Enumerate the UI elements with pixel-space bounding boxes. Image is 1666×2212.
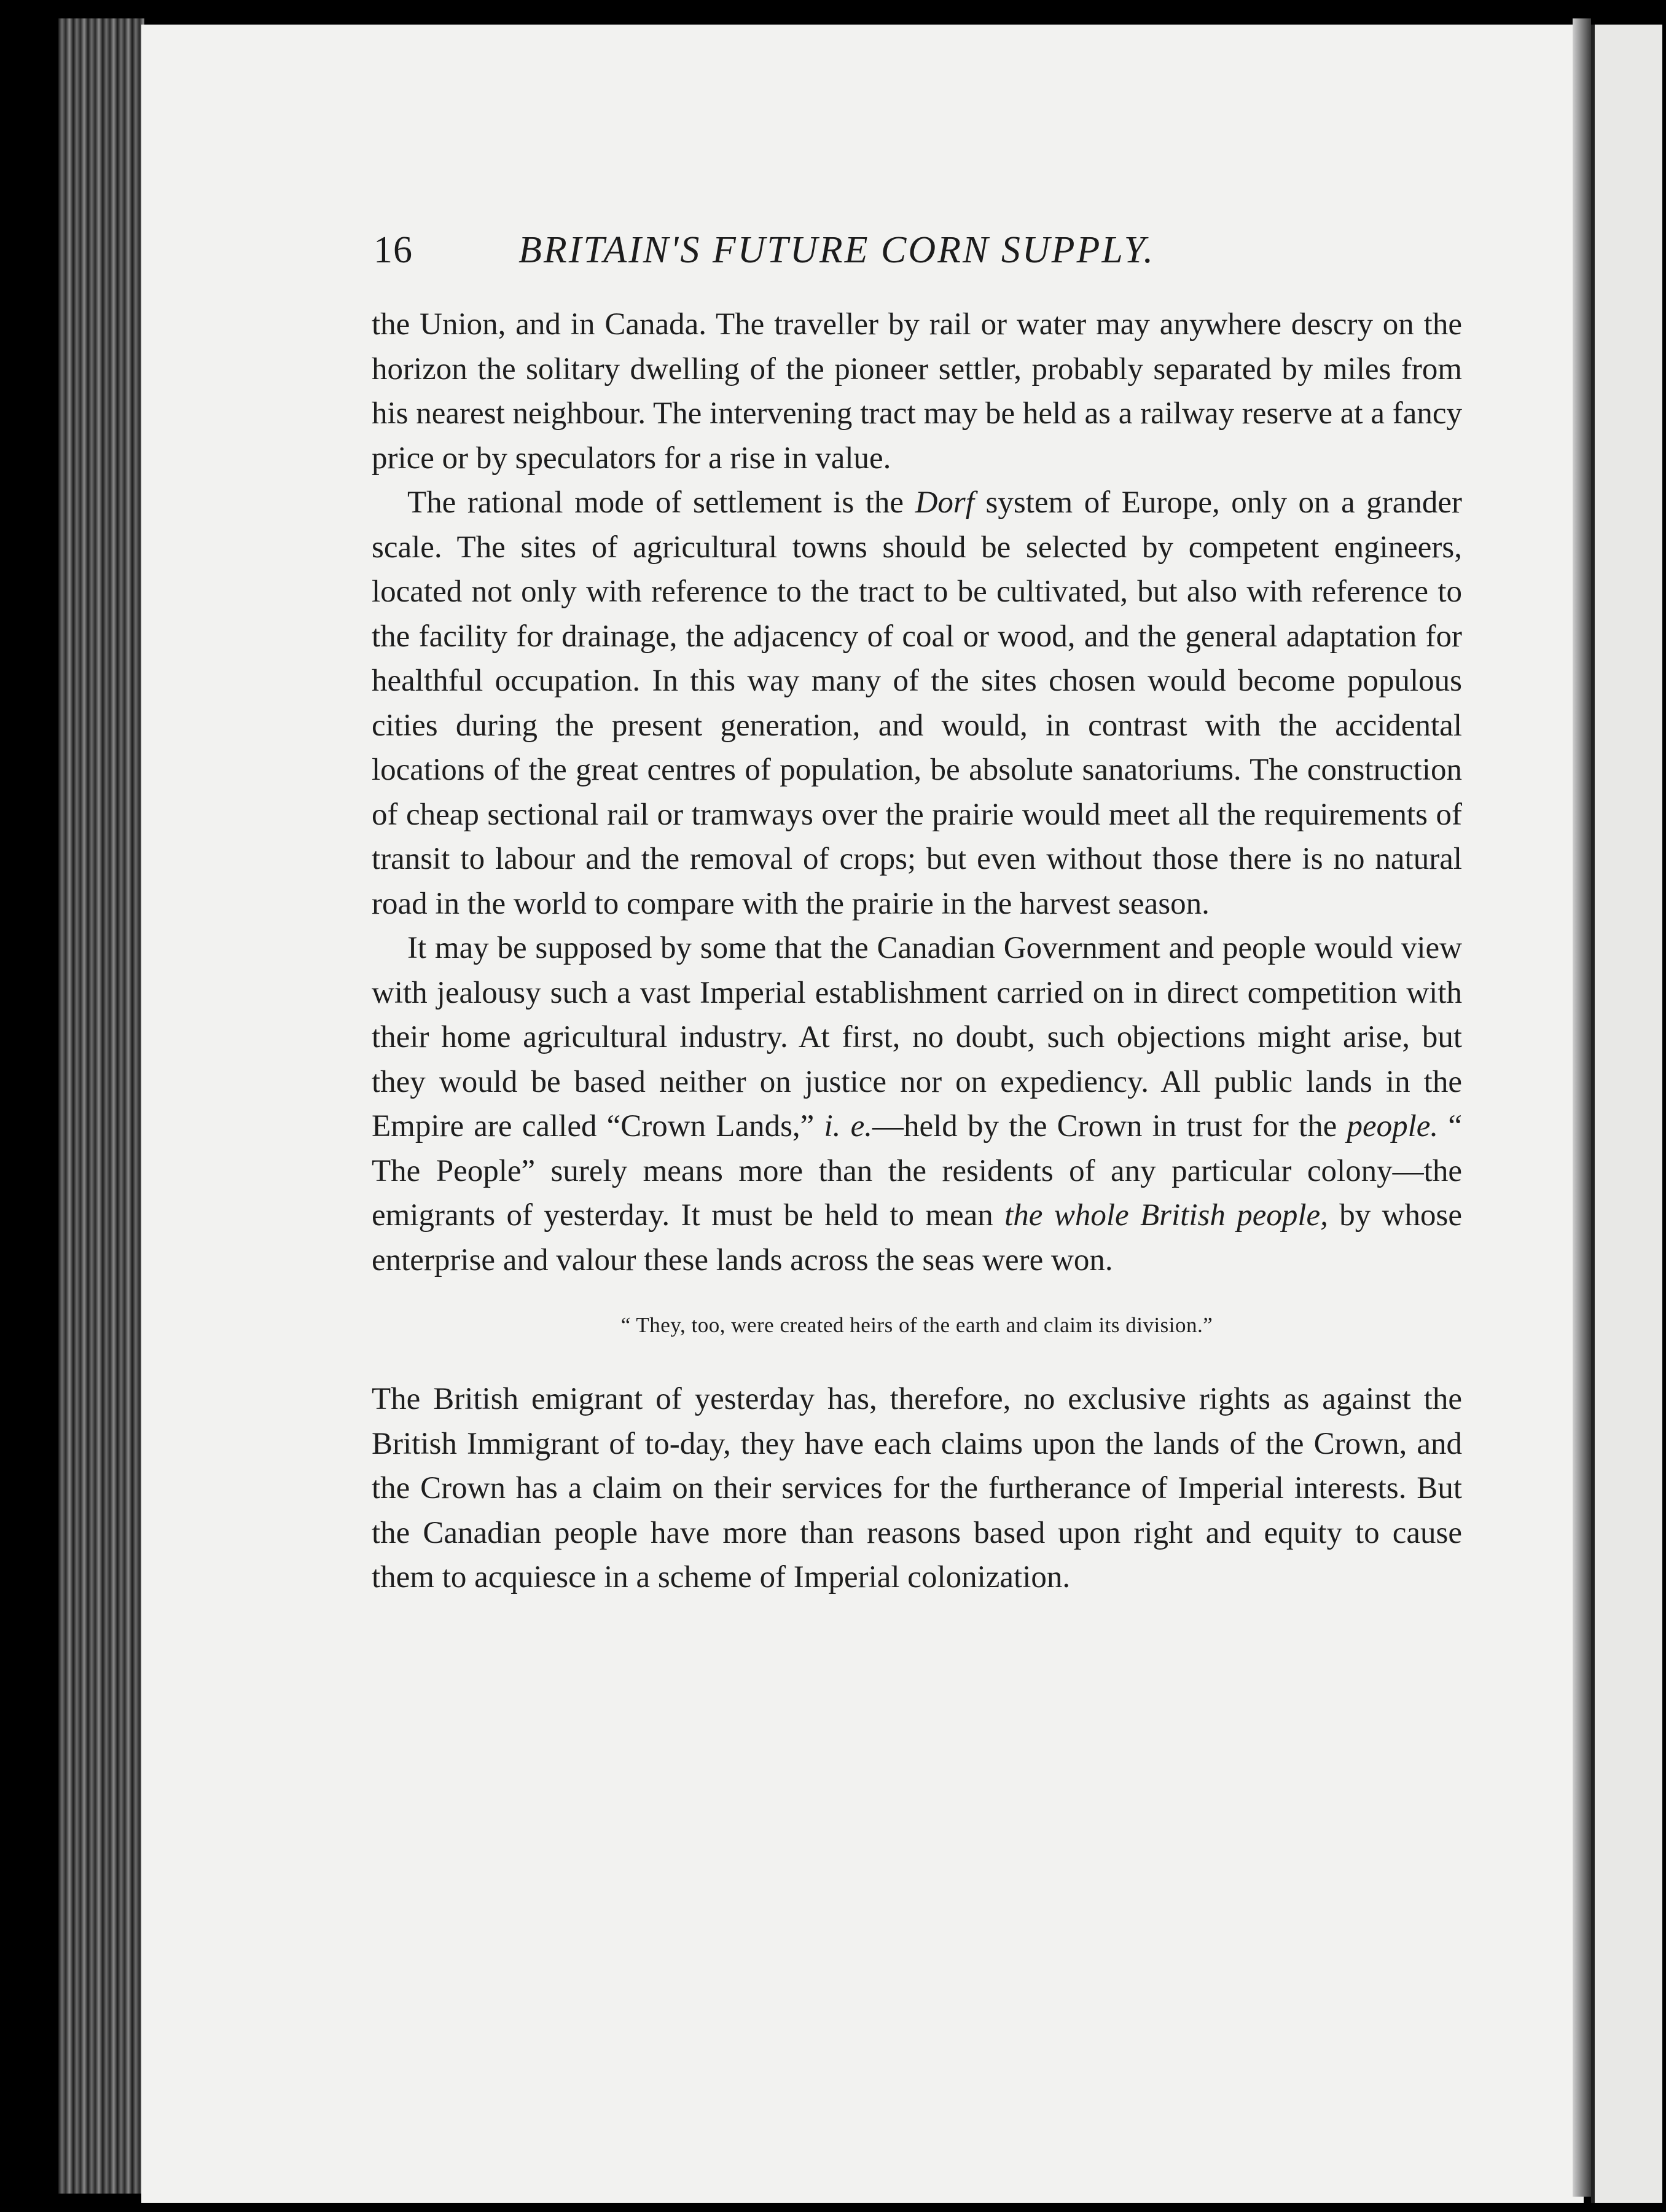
dorf-term: Dorf [915,485,974,520]
block-quote: “ They, too, were created heirs of the earth and claim its division.” [620,1313,1213,1337]
paragraph-1: the Union, and in Canada. The traveller by rail or water may anywhere descry on the horizon the solitary dwelling of the pioneer settler, probably separated by miles from his nearest neighbour. The intervening tract may be held as a railway reserve at a fancy price or by speculators for a rise in value. [372,307,1462,476]
paragraph-2 [372,480,1462,926]
paragraph-3-text-e: “ The People” surely means more than the residents of any particular colony—the emigrants of yesterday. It must be held to mean [372,1109,1462,1233]
page-gutter [1573,18,1591,2197]
running-title: BRITAIN'S FUTURE CORN SUPPLY. [518,229,1155,271]
paragraph-2-text-c: system of Europe, only on a grander scale. The sites of agricultural towns should be selected by competent engineers, located not only with reference to the tract to be cultivated, but also with reference to the facility for drainage, the adjacency of coal or wood, and the general adaptation for healthful occupation. In this way many of the sites chosen would become populous cities during the present generation, and would, in contrast with the accidental locations of the great centres of population, be absolute sanatoriums. The construction of cheap sectional rail or tramways over the prairie would meet all the requirements of transit to labour and the removal of crops; but even without those there is no natural road in the world to compare with the prairie in the harvest season. [372,485,1462,921]
whole-british-people-emphasis: the whole British people, [1004,1198,1328,1233]
paragraph-3-text-a: It may be supposed by some that the Canadian Government and people would view with jealousy such a vast Imperial establishment carried on in direct competition with their home agricultural industry. At first, no doubt, such objections might arise, but they would be based neither on justice nor on expediency. All public lands in the Empire are called “Crown Lands,” [372,931,1462,1143]
running-head [373,229,1283,278]
book-page-edges [58,18,144,2194]
paragraph-3-text-g: by whose enterprise and valour these lands across the seas were won. [372,1198,1462,1277]
paragraph-3-text-c: —held by the Crown in trust for the [872,1109,1347,1143]
paragraph-2-text-a: The rational mode of settlement is the [407,485,915,520]
paragraph-4: The British emigrant of yesterday has, therefore, no exclusive rights as against the British Immigrant of to-day, they have each claims upon the lands of the Crown, and the Crown has a claim on their services for the furtherance of Imperial interests. But the Canadian people have more than reasons based upon right and equity to cause them to acquiesce in a scheme of Imperial colonization. [372,1382,1462,1594]
ie-abbreviation: i. e. [824,1109,872,1143]
facing-page-edge [1591,25,1662,2203]
paragraph-3 [372,926,1462,1282]
page-number: 16 [373,229,413,271]
people-emphasis: people. [1347,1109,1439,1143]
body-text [372,302,1462,1600]
